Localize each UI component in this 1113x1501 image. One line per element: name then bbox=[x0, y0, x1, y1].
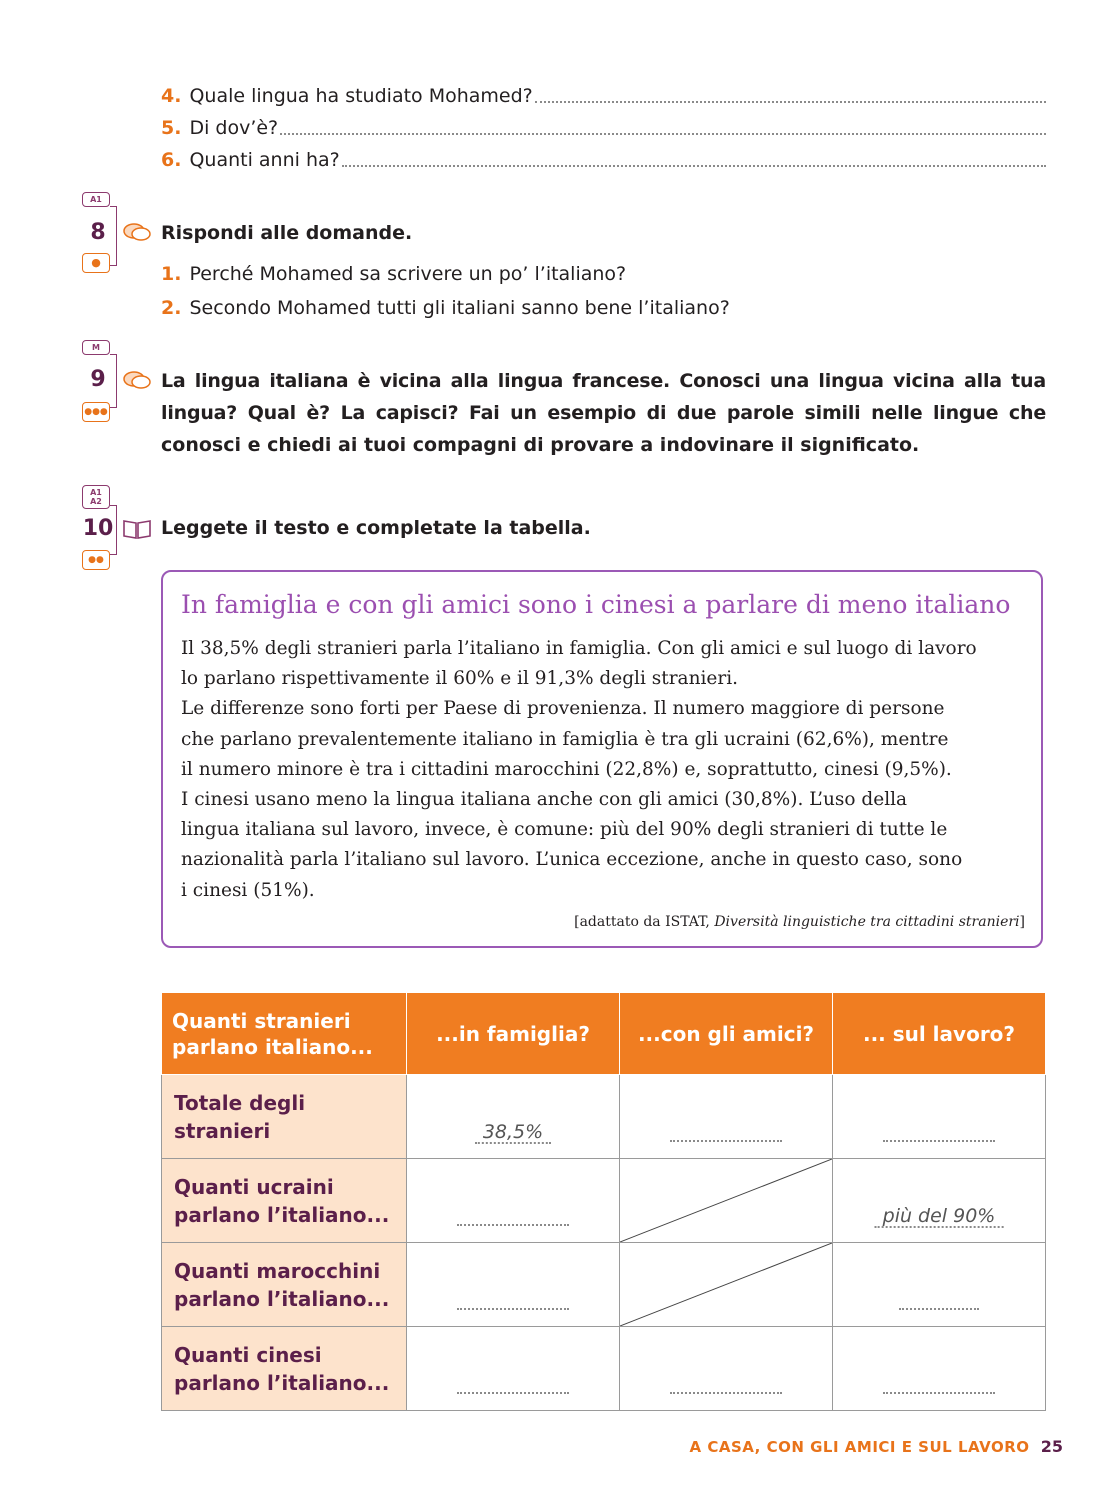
pair-icon: ●● bbox=[82, 550, 110, 570]
item-text: Perché Mohamed sa scrivere un po’ l’italiano? bbox=[189, 263, 627, 285]
row-label: Quanti cinesi parlano l’italiano... bbox=[162, 1327, 407, 1411]
article-source bbox=[574, 914, 1025, 930]
article-line: che parlano prevalentemente italiano in famiglia è tra gli ucraini (62,6%), mentre bbox=[181, 728, 949, 750]
answer-cell[interactable] bbox=[620, 1327, 833, 1411]
source-suffix: ] bbox=[1019, 914, 1025, 930]
answer-cell[interactable] bbox=[620, 1075, 833, 1159]
question-number: 4. bbox=[161, 85, 182, 107]
question-number: 5. bbox=[161, 117, 182, 139]
answer-line[interactable] bbox=[457, 1392, 569, 1394]
question-5 bbox=[161, 116, 1046, 140]
table-header: ...in famiglia? bbox=[407, 993, 620, 1075]
table-header: Quanti stranieri parlano italiano... bbox=[162, 993, 407, 1075]
answer-line[interactable] bbox=[457, 1308, 569, 1310]
speech-bubble-icon bbox=[122, 370, 152, 392]
answer-line[interactable] bbox=[883, 1392, 995, 1394]
article-line: i cinesi (51%). bbox=[181, 879, 315, 901]
table-row bbox=[162, 1075, 1046, 1159]
answer-cell[interactable] bbox=[407, 1159, 620, 1243]
level-badge: A1 bbox=[82, 192, 110, 207]
answer-line[interactable] bbox=[899, 1308, 979, 1310]
row-label: Quanti marocchini parlano l’italiano... bbox=[162, 1243, 407, 1327]
exercise-number: 9 bbox=[90, 367, 106, 392]
exercise-9-instruction bbox=[161, 365, 1046, 461]
crossed-cell bbox=[620, 1159, 833, 1243]
question-6 bbox=[161, 148, 1046, 172]
exercise-8-item-1 bbox=[161, 262, 626, 286]
article-box bbox=[161, 570, 1043, 948]
table-row bbox=[162, 1243, 1046, 1327]
page-footer bbox=[690, 1437, 1063, 1456]
filled-answer: 38,5% bbox=[475, 1122, 551, 1144]
article-line: Il 38,5% degli stranieri parla l’italiano in famiglia. Con gli amici e sul luogo di lavoro bbox=[181, 638, 977, 659]
answer-line[interactable] bbox=[457, 1224, 569, 1226]
crossed-cell bbox=[620, 1243, 833, 1327]
answer-line[interactable] bbox=[670, 1392, 782, 1394]
table-header: ... sul lavoro? bbox=[833, 993, 1046, 1075]
page-number: 25 bbox=[1040, 1437, 1063, 1456]
level-badge: M bbox=[82, 340, 110, 355]
table-header-row bbox=[162, 993, 1046, 1075]
speech-bubble-icon bbox=[122, 222, 152, 244]
question-4 bbox=[161, 84, 1046, 108]
item-text: Secondo Mohamed tutti gli italiani sanno bene l’italiano? bbox=[189, 297, 730, 319]
strike-line bbox=[620, 1243, 832, 1326]
exercise-8-instruction: Rispondi alle domande. bbox=[161, 222, 413, 244]
question-text: Quale lingua ha studiato Mohamed? bbox=[189, 85, 533, 107]
article-line: I cinesi usano meno la lingua italiana anche con gli amici (30,8%). L’uso della bbox=[181, 789, 908, 811]
answer-cell[interactable] bbox=[407, 1243, 620, 1327]
article-line: lingua italiana sul lavoro, invece, è comune: più del 90% degli stranieri di tutte le bbox=[181, 819, 948, 841]
table-header: ...con gli amici? bbox=[620, 993, 833, 1075]
source-prefix: [adattato da ISTAT, bbox=[574, 914, 715, 930]
article-line: lo parlano rispettivamente il 60% e il 91,3% degli stranieri. bbox=[181, 668, 738, 690]
answer-line[interactable] bbox=[670, 1140, 782, 1142]
answer-line[interactable] bbox=[342, 164, 1046, 167]
level-bottom: A2 bbox=[90, 497, 102, 506]
book-icon bbox=[122, 518, 152, 540]
answer-line[interactable] bbox=[280, 132, 1046, 135]
answer-cell[interactable] bbox=[833, 1075, 1046, 1159]
level-badge bbox=[82, 485, 110, 509]
article-line: nazionalità parla l’italiano sul lavoro. L’unica eccezione, anche in questo caso, sono bbox=[181, 849, 963, 871]
exercise-8-item-2 bbox=[161, 296, 730, 320]
completion-table bbox=[161, 992, 1046, 1411]
exercise-number: 8 bbox=[90, 220, 106, 245]
filled-answer: più del 90% bbox=[875, 1206, 1004, 1228]
instruction-line: lingua? Qual è? La capisci? Fai un esempio di due parole simili nelle lingue che bbox=[161, 402, 1046, 424]
article-body bbox=[181, 634, 1027, 906]
table-row bbox=[162, 1327, 1046, 1411]
exercise-10-instruction: Leggete il testo e completate la tabella. bbox=[161, 517, 591, 539]
answer-cell[interactable] bbox=[833, 1243, 1046, 1327]
instruction-line: La lingua italiana è vicina alla lingua francese. Conosci una lingua vicina alla tua bbox=[161, 370, 1046, 392]
answer-line[interactable] bbox=[883, 1140, 995, 1142]
level-top: A1 bbox=[90, 488, 102, 497]
answer-cell[interactable] bbox=[833, 1159, 1046, 1243]
item-number: 2. bbox=[161, 297, 182, 319]
article-line: Le differenze sono forti per Paese di provenienza. Il numero maggiore di persone bbox=[181, 698, 945, 720]
answer-cell[interactable] bbox=[407, 1327, 620, 1411]
instruction-line: conosci e chiedi ai tuoi compagni di provare a indovinare il significato. bbox=[161, 434, 920, 456]
question-text: Di dov’è? bbox=[189, 117, 279, 139]
chapter-title: A CASA, CON GLI AMICI E SUL LAVORO bbox=[689, 1438, 1030, 1456]
answer-line[interactable] bbox=[535, 100, 1046, 103]
individual-icon: ● bbox=[82, 253, 110, 273]
question-text: Quanti anni ha? bbox=[189, 149, 340, 171]
group-icon: ●●● bbox=[82, 402, 110, 422]
answer-cell[interactable] bbox=[407, 1075, 620, 1159]
item-number: 1. bbox=[161, 263, 182, 285]
row-label: Totale degli stranieri bbox=[162, 1075, 407, 1159]
source-title: Diversità linguistiche tra cittadini stranieri bbox=[714, 914, 1020, 930]
table-row bbox=[162, 1159, 1046, 1243]
question-number: 6. bbox=[161, 149, 182, 171]
exercise-number: 10 bbox=[82, 516, 114, 541]
strike-line bbox=[620, 1159, 832, 1242]
answer-cell[interactable] bbox=[833, 1327, 1046, 1411]
article-line: il numero minore è tra i cittadini marocchini (22,8%) e, soprattutto, cinesi (9,5%). bbox=[181, 758, 952, 780]
row-label: Quanti ucraini parlano l’italiano... bbox=[162, 1159, 407, 1243]
article-title: In famiglia e con gli amici sono i cinesi a parlare di meno italiano bbox=[181, 590, 1011, 619]
